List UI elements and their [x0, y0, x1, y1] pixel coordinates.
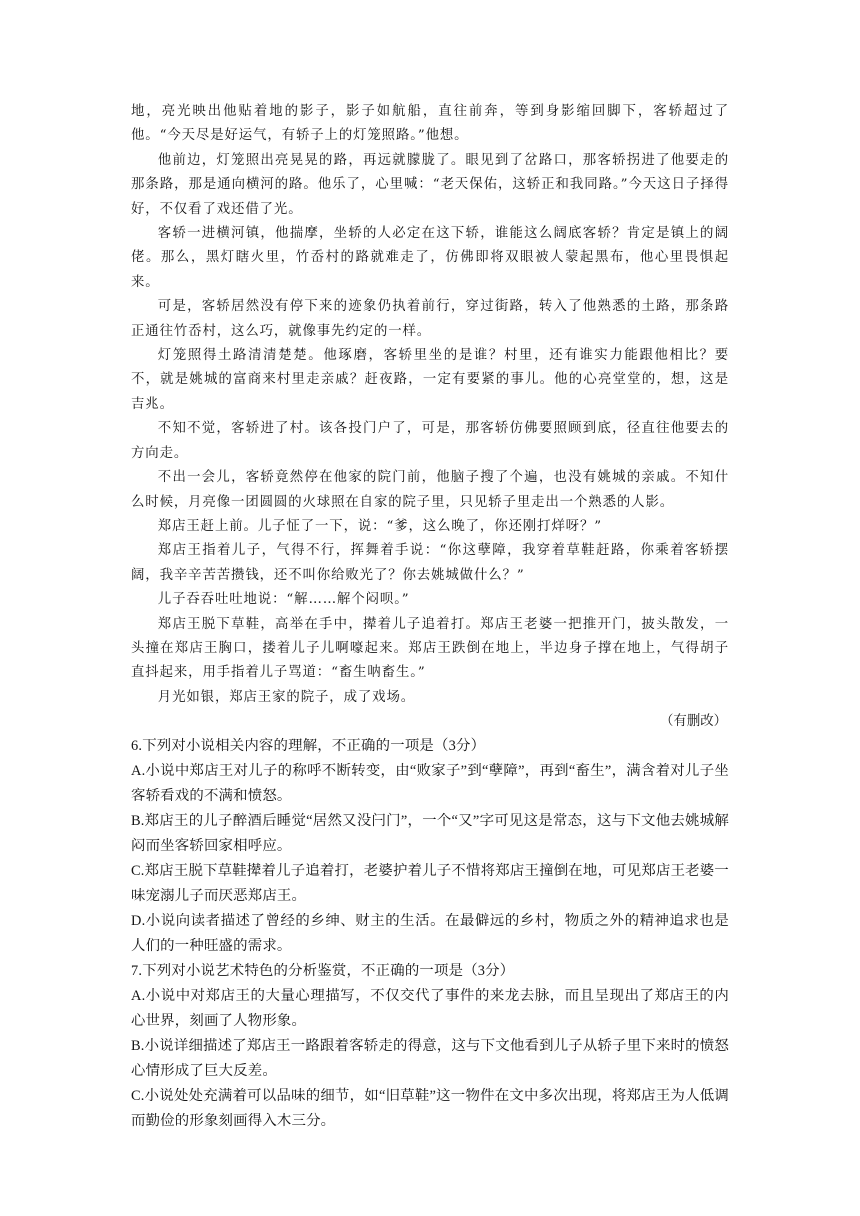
question-6-option-a: A.小说中郑店王对儿子的称呼不断转变，由“败家子”到“孽障”，再到“畜生”，满含着对儿子坐客轿看戏的不满和愤怒。	[131, 763, 729, 805]
revision-note: （有删改）	[660, 714, 727, 730]
story-paragraph: 他前边，灯笼照出亮晃晃的路，再远就朦胧了。眼见到了岔路口，那客轿拐进了他要走的那条路，那是通向横河的路。他乐了，心里喊：“老天保佑，这轿正和我同路。”今天这日子择得好，不仅看了戏还借了光。	[131, 152, 729, 217]
question-7-option-c: C.小说处处充满着可以品味的细节，如“旧草鞋”这一物件在文中多次出现，将郑店王为人低调而勤俭的形象刻画得入木三分。	[131, 1088, 729, 1130]
story-paragraph: 客轿一进横河镇，他揣摩，坐轿的人必定在这下轿，谁能这么阔底客轿？肯定是镇上的阔佬。那么，黑灯瞎火里，竹岙村的路就难走了，仿佛即将双眼被人蒙起黑布，他心里畏惧起来。	[131, 226, 729, 290]
story-paragraph: 郑店王指着儿子，气得不行，挥舞着手说：“你这孽障，我穿着草鞋赶路，你乘着客轿摆阔，我辛辛苦苦攒钱，还不叫你给败光了？你去姚城做什么？”	[131, 543, 729, 583]
story-paragraph: 月光如银，郑店王家的院子，成了戏场。	[157, 689, 416, 705]
story-paragraph: 不知不觉，客轿进了村。该各投门户了，可是，那客轿仿佛要照顾到底，径直往他要去的方向走。	[131, 421, 729, 461]
story-paragraph: 郑店王赶上前。儿子怔了一下，说：“爹，这么晚了，你还刚打烊呀？”	[157, 518, 603, 534]
story-paragraph: 地，亮光映出他贴着地的影子，影子如航船，直往前奔，等到身影缩回脚下，客轿超过了他。“今天尽是好运气，有轿子上的灯笼照路。”他想。	[131, 104, 729, 144]
question-6-option-d: D.小说向读者描述了曾经的乡绅、财主的生活。在最僻远的乡村，物质之外的精神追求也是人们的一种旺盛的需求。	[131, 913, 729, 955]
question-6-stem: 6.下列对小说相关内容的理解，不正确的一项是（3分）	[131, 738, 486, 755]
question-7-stem: 7.下列对小说艺术特色的分析鉴赏，不正确的一项是（3分）	[131, 963, 515, 980]
question-7-option-a: A.小说中对郑店王的大量心理描写，不仅交代了事件的来龙去脉，而且呈现出了郑店王的内心世界，刻画了人物形象。	[131, 988, 729, 1030]
question-6-option-c: C.郑店王脱下草鞋撵着儿子追着打，老婆护着儿子不惜将郑店王撞倒在地，可见郑店王老婆一味宠溺儿子而厌恶郑店王。	[131, 863, 729, 905]
story-paragraph: 灯笼照得土路清清楚楚。他琢磨，客轿里坐的是谁？村里，还有谁实力能跟他相比？要不，就是姚城的富商来村里走亲戚？赶夜路，一定有要紧的事儿。他的心亮堂堂的，想，这是吉兆。	[131, 348, 729, 412]
story-paragraph: 不出一会儿，客轿竟然停在他家的院门前，他脑子搜了个遍，也没有姚城的亲戚。不知什么时候，月亮像一团圆圆的火球照在自家的院子里，只见轿子里走出一个熟悉的人影。	[131, 470, 729, 510]
story-paragraph: 郑店王脱下草鞋，高举在手中，撵着儿子追着打。郑店王老婆一把推开门，披头散发，一头撞在郑店王胸口，搂着儿子儿啊嚎起来。郑店王跌倒在地上，半边身子撑在地上，气得胡子直抖起来，用手指着儿子骂道：“畜生呐畜生。”	[131, 616, 729, 681]
question-6-option-b: B.郑店王的儿子醉酒后睡觉“居然又没闩门”，一个“又”字可见这是常态，这与下文他去姚城解闷而坐客轿回家相呼应。	[131, 813, 729, 855]
exam-page	[131, 100, 729, 1134]
story-paragraph: 可是，客轿居然没有停下来的迹象仍执着前行，穿过街路，转入了他熟悉的土路，那条路正通往竹岙村，这么巧，就像事先约定的一样。	[131, 299, 729, 339]
story-paragraph: 儿子吞吞吐吐地说：“解……解个闷呗。”	[157, 592, 410, 608]
question-7-option-b: B.小说详细描述了郑店王一路跟着客轿走的得意，这与下文他看到儿子从轿子里下来时的愤怒心情形成了巨大反差。	[131, 1038, 729, 1080]
